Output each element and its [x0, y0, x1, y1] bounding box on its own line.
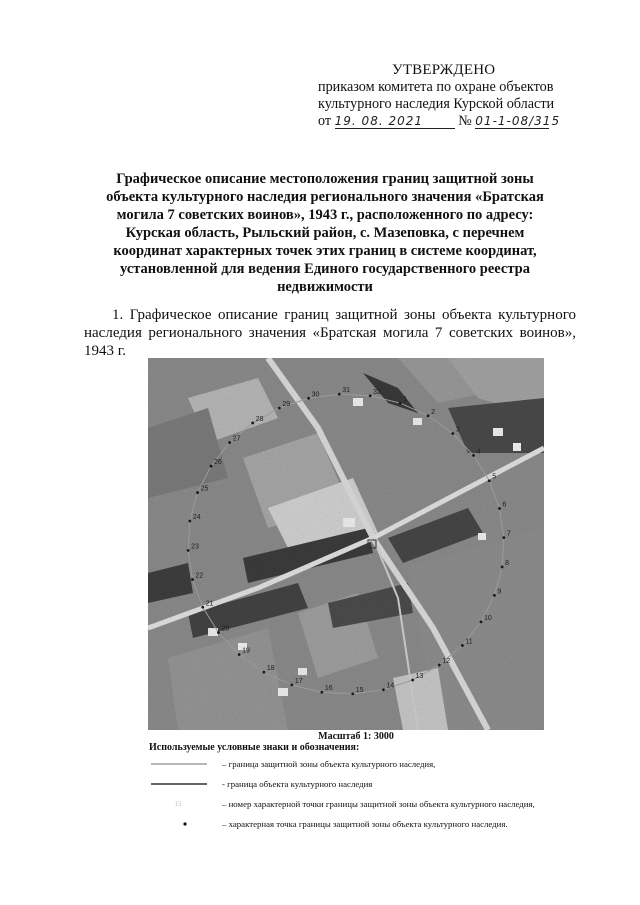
boundary-point-label: 7	[506, 530, 511, 538]
boundary-point-label: 3	[455, 426, 460, 434]
point-number-sample: 15	[174, 800, 182, 808]
boundary-point	[191, 578, 194, 581]
legend-item	[149, 817, 569, 831]
map-overlay	[148, 358, 544, 730]
approval-block	[318, 62, 618, 130]
boundary-point	[210, 465, 213, 468]
boundary-point-label: 15	[355, 686, 364, 694]
boundary-point-label: 17	[294, 677, 303, 685]
boundary-point	[369, 394, 372, 397]
title-line: Графическое описание местоположения границ защитной зоны	[116, 171, 534, 187]
boundary-point	[472, 454, 475, 457]
boundary-point-label: 27	[232, 435, 241, 443]
boundary-point	[399, 402, 402, 405]
heritage-object-boundary	[368, 540, 376, 548]
boundary-point-label: 28	[255, 415, 264, 423]
boundary-point-label: 20	[221, 625, 230, 633]
boundary-point-label: 23	[191, 543, 199, 551]
boundary-point	[438, 664, 441, 667]
legend-item	[149, 797, 569, 811]
boundary-point	[451, 432, 454, 435]
handwritten-date: 19. 08. 2021	[335, 114, 455, 129]
boundary-point-label: 6	[502, 501, 507, 509]
boundary-point-label: 32	[373, 388, 381, 396]
boundary-point-label: 13	[415, 673, 424, 681]
boundary-point-label: 2	[431, 408, 435, 416]
document-title	[92, 170, 558, 296]
boundary-point	[188, 520, 191, 523]
scale-label: Масштаб 1: 3000	[318, 731, 394, 742]
boundary-point-label: 31	[342, 387, 351, 395]
boundary-point	[251, 422, 254, 425]
boundary-point	[290, 684, 293, 687]
boundary-point-label: 21	[205, 600, 214, 608]
boundary-point	[493, 594, 496, 597]
boundary-point	[201, 606, 204, 609]
legend-title: Используемые условные знаки и обозначения:	[149, 742, 360, 753]
boundary-point	[238, 653, 241, 656]
boundary-point-label: 1	[403, 396, 408, 404]
approval-heading: УТВЕРЖДЕНО	[392, 62, 496, 78]
boundary-point	[480, 621, 483, 624]
approval-line-1: приказом комитета по охране объектов	[318, 79, 554, 95]
boundary-point	[307, 397, 310, 400]
object-border-line-symbol	[149, 777, 207, 791]
boundary-point-label: 12	[442, 658, 451, 666]
date-prefix: от	[318, 113, 332, 129]
zone-border-line-symbol	[149, 757, 207, 771]
boundary-point	[488, 479, 491, 482]
approval-date-number	[318, 113, 618, 130]
boundary-point-label: 10	[483, 614, 492, 622]
boundary-point-label: 26	[214, 459, 222, 467]
boundary-point-label: 22	[195, 572, 204, 580]
boundary-point	[461, 644, 464, 647]
point-dot-symbol	[149, 817, 207, 831]
boundary-point-label: 30	[311, 391, 320, 399]
boundary-point-label: 25	[200, 485, 209, 493]
boundary-point-label: 16	[324, 685, 333, 693]
boundary-point-label: 24	[192, 514, 201, 522]
legend-text: - граница объекта культурного наследия	[222, 779, 373, 789]
boundary-point	[411, 679, 414, 682]
boundary-point	[187, 549, 190, 552]
number-prefix: №	[458, 113, 472, 129]
aerial-map	[148, 358, 544, 730]
boundary-point	[278, 407, 281, 410]
boundary-point	[228, 441, 231, 444]
boundary-point	[351, 692, 354, 695]
boundary-point-label: 9	[497, 588, 502, 596]
boundary-point	[382, 688, 385, 691]
section-1-paragraph: 1. Графическое описание границ защитной зоны объекта культурного наследия регионального значения «Братская могила 7 советских воинов», 1943 г.	[84, 307, 576, 359]
boundary-point-label: 18	[266, 665, 275, 673]
boundary-point	[320, 691, 323, 694]
point-number-symbol	[149, 797, 207, 811]
boundary-point-label: 14	[386, 682, 395, 690]
legend-item	[149, 777, 569, 791]
approval-line-2: культурного наследия Курской области	[318, 96, 555, 112]
title-line: установленной для ведения Единого государственного реестра	[120, 261, 530, 277]
legend-text: – номер характерной точки границы защитной зоны объекта культурного наследия,	[222, 799, 535, 809]
legend-text: – граница защитной зоны объекта культурного наследия,	[222, 759, 436, 769]
boundary-point-label: 11	[465, 638, 473, 646]
boundary-point-label: 19	[242, 647, 250, 655]
boundary-point	[338, 393, 341, 396]
handwritten-number: 01-1-08/315	[475, 114, 561, 128]
title-line: Курская область, Рыльский район, с. Мазеповка, с перечнем	[125, 225, 525, 241]
boundary-point	[427, 414, 430, 417]
boundary-point-label: 4	[476, 448, 481, 456]
legend-item	[149, 757, 569, 771]
boundary-point	[502, 536, 505, 539]
title-line: объекта культурного наследия регионального значения «Братская	[106, 189, 544, 205]
boundary-point-label: 5	[492, 473, 497, 481]
boundary-point	[217, 631, 220, 634]
title-line: недвижимости	[277, 279, 373, 295]
boundary-point	[196, 491, 199, 494]
boundary-point-label: 29	[282, 400, 291, 408]
title-line: координат характерных точек этих границ в системе координат,	[113, 243, 537, 259]
boundary-point	[501, 566, 504, 569]
title-line: могила 7 советских воинов», 1943 г., расположенного по адресу:	[116, 207, 534, 223]
boundary-point-label: 8	[505, 559, 510, 567]
boundary-point	[263, 671, 266, 674]
boundary-point	[498, 507, 501, 510]
legend-text: – характерная точка границы защитной зоны объекта культурного наследия.	[222, 819, 508, 829]
